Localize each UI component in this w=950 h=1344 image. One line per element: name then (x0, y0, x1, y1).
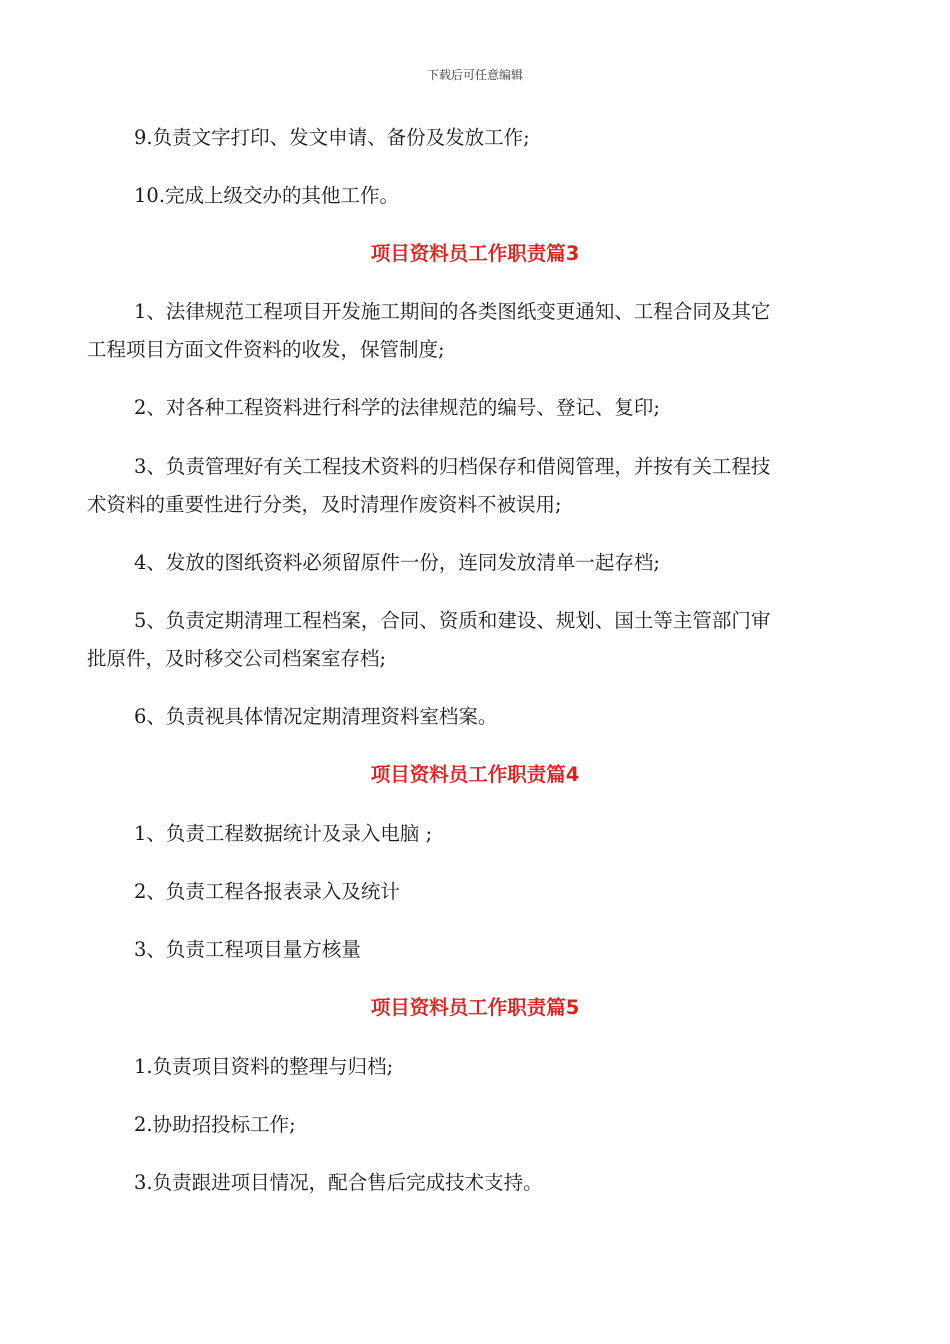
section5-item-1: 1.负责项目资料的整理与归档; (134, 1055, 394, 1078)
section3-item-5-line2: 批原件，及时移交公司档案室存档; (87, 647, 387, 670)
section3-item-4: 4、发放的图纸资料必须留原件一份，连同发放清单一起存档; (134, 551, 660, 574)
section3-item-3-line1: 3、负责管理好有关工程技术资料的归档保存和借阅管理，并按有关工程技 (134, 455, 771, 478)
section3-item-5-line1: 5、负责定期清理工程档案，合同、资质和建设、规划、国土等主管部门审 (134, 609, 771, 632)
section5-item-2: 2.协助招投标工作; (134, 1113, 296, 1136)
paragraph-item-9: 9.负责文字打印、发文申请、备份及发放工作; (134, 126, 530, 149)
section3-item-1-line1: 1、法律规范工程项目开发施工期间的各类图纸变更通知、工程合同及其它 (134, 300, 771, 323)
section4-item-3: 3、负责工程项目量方核量 (134, 938, 361, 961)
page-header: 下载后可任意编辑 (426, 68, 523, 82)
section5-item-3: 3.负责跟进项目情况，配合售后完成技术支持。 (134, 1171, 543, 1194)
section3-item-2: 2、对各种工程资料进行科学的法律规范的编号、登记、复印; (134, 396, 660, 419)
section3-item-3-line2: 术资料的重要性进行分类，及时清理作废资料不被误用; (87, 493, 562, 516)
section4-item-1: 1、负责工程数据统计及录入电脑 ; (134, 822, 433, 845)
section4-item-2: 2、负责工程各报表录入及统计 (134, 880, 400, 903)
paragraph-item-10: 10.完成上级交办的其他工作。 (134, 184, 400, 207)
section-heading-4: 项目资料员工作职责篇4 (370, 763, 580, 786)
section3-item-6: 6、负责视具体情况定期清理资料室档案。 (134, 705, 498, 728)
section-heading-5: 项目资料员工作职责篇5 (370, 996, 580, 1019)
section3-item-1-line2: 工程项目方面文件资料的收发，保管制度; (87, 338, 445, 361)
section-heading-3: 项目资料员工作职责篇3 (370, 242, 580, 265)
